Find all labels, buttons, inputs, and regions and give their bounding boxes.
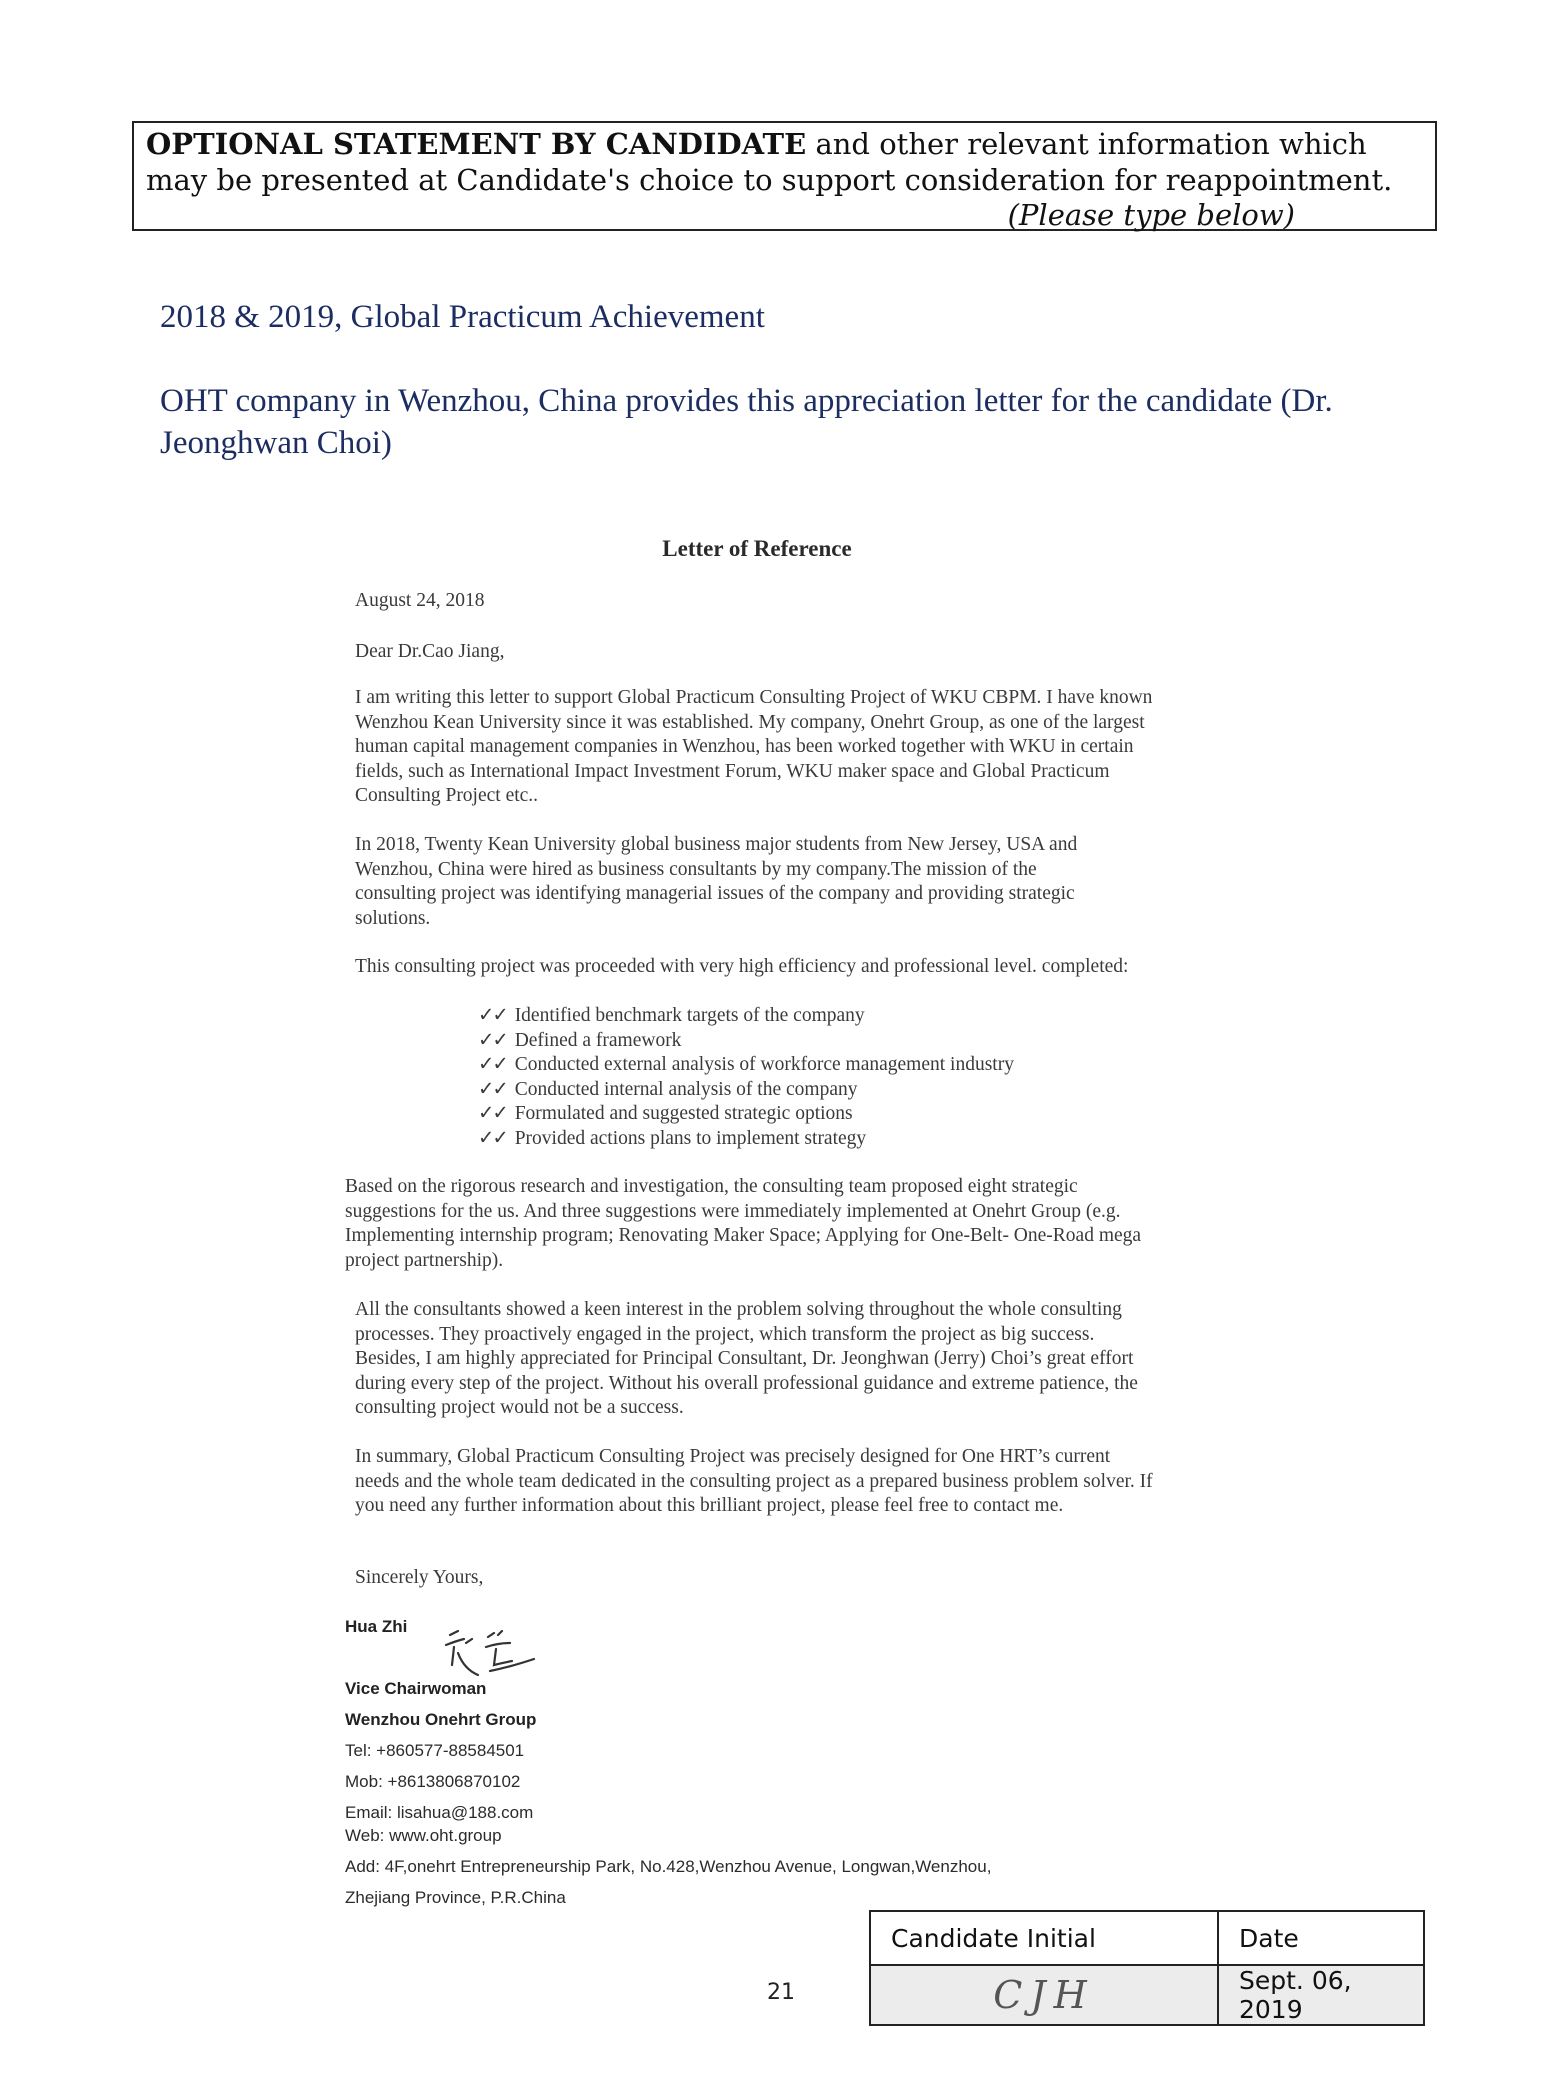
completed-checklist — [478, 1004, 1014, 1152]
signer-web: Web: www.oht.group — [345, 1826, 502, 1845]
letter-intro-heading: OHT company in Wenzhou, China provides this appreciation letter for the candidate (Dr. Jeonghwan Choi) — [160, 383, 1333, 461]
letter-date: August 24, 2018 — [355, 590, 485, 611]
list-item: ✓✓ Formulated and suggested strategic options — [478, 1103, 853, 1125]
date-value: Sept. 06, 2019 — [1218, 1965, 1424, 2025]
letter-salutation: Dear Dr.Cao Jiang, — [355, 641, 505, 662]
double-check-icon: ✓✓ — [478, 1005, 507, 1026]
letter-paragraph: I am writing this letter to support Global Practicum Consulting Project of WKU CBPM. I have known Wenzhou Kean University since it was established. My company, Onehrt Group, as one of the largest human capital management companies in Wenzhou, has been worked together with WKU in certain fields, such as International Impact Investment Forum, WKU maker space and Global Practicum Consulting Project etc.. — [355, 687, 1153, 807]
signer-email: Email: lisahua@188.com — [345, 1803, 534, 1822]
candidate-initial-label: Candidate Initial — [870, 1911, 1218, 1965]
double-check-icon: ✓✓ — [478, 1029, 507, 1051]
handwritten-signature — [438, 1625, 548, 1685]
candidate-initial-table — [869, 1910, 1425, 2026]
double-check-icon: ✓✓ — [478, 1103, 507, 1125]
list-item: ✓✓ Defined a framework — [478, 1029, 682, 1051]
signer-name: Hua Zhi — [345, 1617, 408, 1636]
statement-title: OPTIONAL STATEMENT BY CANDIDATE — [146, 127, 807, 161]
signer-mob: Mob: +8613806870102 — [345, 1772, 521, 1791]
double-check-icon: ✓✓ — [478, 1127, 507, 1149]
statement-instruction: (Please type below) — [1007, 198, 1295, 232]
date-label: Date — [1218, 1911, 1424, 1965]
signer-address-line2: Zhejiang Province, P.R.China — [345, 1888, 566, 1907]
achievement-heading: 2018 & 2019, Global Practicum Achievement — [160, 299, 765, 335]
letter-paragraph: In summary, Global Practicum Consulting Project was precisely designed for One HRT’s current needs and the whole team dedicated in the consulting project as a prepared business problem solver. If you need any further information about this brilliant project, please feel free to contact me. — [355, 1446, 1153, 1517]
statement-line2: may be presented at Candidate's choice to support consideration for reappointment. — [146, 163, 1393, 197]
optional-statement-box — [132, 121, 1437, 231]
candidate-initials: CJH — [870, 1965, 1218, 2025]
letter-paragraph: Based on the rigorous research and investigation, the consulting team proposed eight strategic suggestions for the us. And three suggestions were immediately implemented at Onehrt Group (e.g. Implementing internship program; Renovating Maker Space; Applying for One-Belt- One-Road mega project partnership). — [345, 1176, 1142, 1271]
letter-closing: Sincerely Yours, — [355, 1567, 484, 1588]
double-check-icon: ✓✓ — [478, 1078, 507, 1100]
letter-paragraph: This consulting project was proceeded with very high efficiency and professional level. completed: — [355, 956, 1129, 977]
page-number: 21 — [767, 1980, 795, 2005]
list-item: ✓✓ Conducted external analysis of workforce management industry — [478, 1054, 1014, 1076]
list-item: ✓✓ Provided actions plans to implement strategy — [478, 1127, 867, 1149]
signer-tel: Tel: +860577-88584501 — [345, 1741, 525, 1760]
list-item: ✓✓ Identified benchmark targets of the company — [478, 1005, 865, 1026]
double-check-icon: ✓✓ — [478, 1054, 507, 1076]
letter-title: Letter of Reference — [662, 536, 852, 561]
letter-paragraph: All the consultants showed a keen interest in the problem solving throughout the whole consulting processes. They proactively engaged in the project, which transform the project as big success. Besides, I am highly appreciated for Principal Consultant, Dr. Jeonghwan (Jerry) Choi’s great effort during every step of the project. Without his overall professional guidance and extreme patience, the consulting project would not be a success. — [355, 1299, 1138, 1419]
letter-paragraph: In 2018, Twenty Kean University global business major students from New Jersey, USA and Wenzhou, China were hired as business consultants by my company.The mission of the consulting project was identifying managerial issues of the company and providing strategic solutions. — [355, 834, 1078, 929]
list-item: ✓✓ Conducted internal analysis of the company — [478, 1078, 858, 1100]
signer-address-line1: Add: 4F,onehrt Entrepreneurship Park, No.428,Wenzhou Avenue, Longwan,Wenzhou, — [345, 1857, 992, 1876]
signer-title: Vice Chairwoman — [345, 1679, 487, 1698]
signer-organization: Wenzhou Onehrt Group — [345, 1710, 537, 1729]
statement-line1: and other relevant information which — [806, 127, 1367, 161]
